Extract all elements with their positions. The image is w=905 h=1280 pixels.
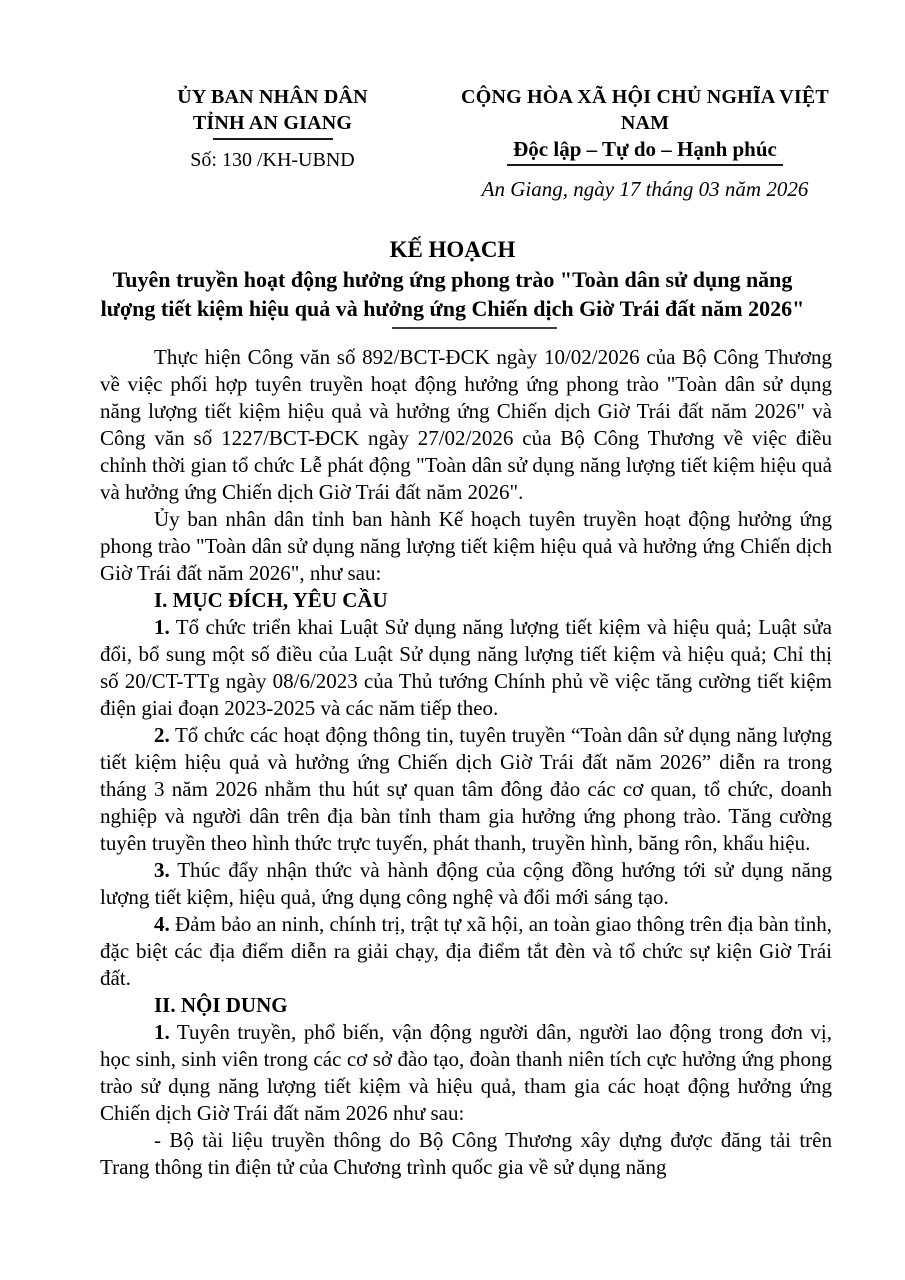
national-motto: Độc lập – Tự do – Hạnh phúc <box>507 136 783 166</box>
paragraph-text: Thúc đẩy nhận thức và hành động của cộng đồng hướng tới sử dụng năng lượng tiết kiệm, hiệu quả, ứng dụng công nghệ và đổi mới sáng tạo. <box>100 858 832 909</box>
document-type-title: KẾ HOẠCH <box>389 237 516 262</box>
paragraph-bullet-1 <box>100 1127 832 1181</box>
document-subject: Tuyên truyền hoạt động hưởng ứng phong trào "Toàn dân sử dụng năng lượng tiết kiệm hiệu quả và hưởng ứng Chiến dịch Giờ Trái đất năm 2026" <box>100 267 805 321</box>
paragraph-prefix: 1. <box>154 615 170 639</box>
paragraph-prefix: 2. <box>154 723 170 747</box>
paragraph-prefix: 3. <box>154 858 170 882</box>
national-title: CỘNG HÒA XÃ HỘI CHỦ NGHĨA VIỆT NAM <box>461 86 829 134</box>
paragraph-section2-item1 <box>100 1019 832 1127</box>
paragraph-text: Tổ chức các hoạt động thông tin, tuyên truyền “Toàn dân sử dụng năng lượng tiết kiệm hiệu quả và hưởng ứng Chiến dịch Giờ Trái đất năm 2026” diễn ra trong tháng 3 năm 2026 nhằm thu hút sự quan tâm đông đảo các cơ quan, tổ chức, doanh nghiệp và người dân trên địa bàn tỉnh tham gia hưởng ứng phong trào. Tăng cường tuyên truyền theo hình thức trực tuyến, phát thanh, truyền hình, băng rôn, khẩu hiệu. <box>100 723 832 855</box>
place-and-date: An Giang, ngày 17 tháng 03 năm 2026 <box>481 177 809 201</box>
paragraph-section1-item3 <box>100 857 832 911</box>
paragraph-text: Tổ chức triển khai Luật Sử dụng năng lượng tiết kiệm và hiệu quả; Luật sửa đổi, bổ sung một số điều của Luật Sử dụng năng lượng tiết kiệm và hiệu quả; Chỉ thị số 20/CT-TTg ngày 08/6/2023 của Thủ tướng Chính phủ về việc tăng cường tiết kiệm điện giai đoạn 2023-2025 và các năm tiếp theo. <box>100 615 832 720</box>
document-number: Số: 130 /KH-UBND <box>190 149 355 171</box>
title-underline <box>392 327 557 329</box>
paragraph-intro-2 <box>100 506 832 587</box>
national-header-block <box>445 84 845 202</box>
org-name-line2: TỈNH AN GIANG <box>192 112 353 134</box>
paragraph-text: Thực hiện Công văn số 892/BCT-ĐCK ngày 10/02/2026 của Bộ Công Thương về việc phối hợp tuyên truyền hoạt động hưởng ứng phong trào "Toàn dân sử dụng năng lượng tiết kiệm hiệu quả và hưởng ứng Chiến dịch Giờ Trái đất năm 2026" và Công văn số 1227/BCT-ĐCK ngày 27/02/2026 của Bộ Công Thương về việc điều chỉnh thời gian tổ chức Lễ phát động "Toàn dân sử dụng năng lượng tiết kiệm hiệu quả và hưởng ứng Chiến dịch Giờ Trái đất năm 2026". <box>100 345 832 504</box>
org-name-underline <box>213 138 333 140</box>
paragraph-section1-item1 <box>100 614 832 722</box>
document-body <box>100 344 832 1181</box>
document-header <box>0 0 905 202</box>
issuing-authority-block <box>100 84 445 202</box>
national-motto-wrap <box>445 136 845 166</box>
section-heading-1: I. MỤC ĐÍCH, YÊU CẦU <box>154 588 388 612</box>
paragraph-text: Ủy ban nhân dân tỉnh ban hành Kế hoạch tuyên truyền hoạt động hưởng ứng phong trào "Toàn dân sử dụng năng lượng tiết kiệm hiệu quả và hưởng ứng Chiến dịch Giờ Trái đất năm 2026", như sau: <box>100 507 832 585</box>
paragraph-text: Đảm bảo an ninh, chính trị, trật tự xã hội, an toàn giao thông trên địa bàn tỉnh, đặc biệt các địa điểm diễn ra giải chạy, địa điểm tắt đèn và tổ chức sự kiện Giờ Trái đất. <box>100 912 832 990</box>
org-name-line1: ỦY BAN NHÂN DÂN <box>177 86 368 108</box>
paragraph-intro-1 <box>100 344 832 506</box>
section-heading-2: II. NỘI DUNG <box>154 993 288 1017</box>
paragraph-prefix: 4. <box>154 912 170 936</box>
paragraph-text: - Bộ tài liệu truyền thông do Bộ Công Thương xây dựng được đăng tải trên Trang thông tin điện tử của Chương trình quốc gia về sử dụng năng <box>100 1128 832 1179</box>
paragraph-text: Tuyên truyền, phổ biến, vận động người dân, người lao động trong đơn vị, học sinh, sinh viên trong các cơ sở đào tạo, đoàn thanh niên tích cực hưởng ứng phong trào sử dụng năng lượng tiết kiệm và hiệu quả, tham gia các hoạt động hưởng ứng Chiến dịch Giờ Trái đất năm 2026 như sau: <box>100 1020 832 1125</box>
paragraph-prefix: 1. <box>154 1020 170 1044</box>
document-title-block <box>0 236 905 329</box>
paragraph-section1-item4 <box>100 911 832 992</box>
paragraph-section1-item2 <box>100 722 832 857</box>
